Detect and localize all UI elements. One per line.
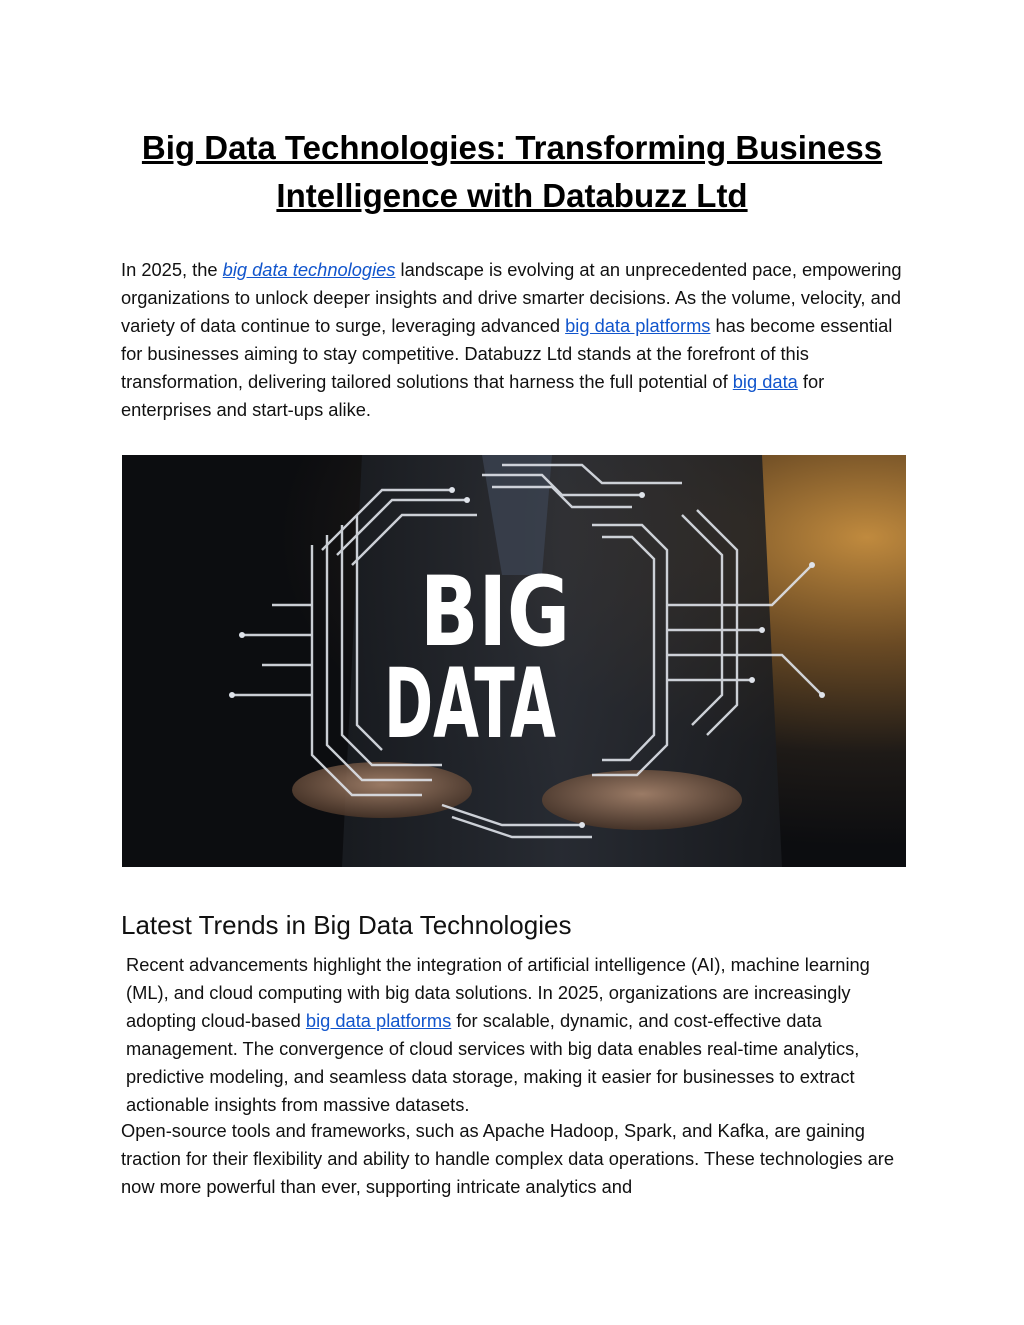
intro-text-4: for enterprises and start-ups alike.: [121, 371, 825, 420]
title-line-2: Intelligence with Databuzz Ltd: [276, 177, 748, 214]
trends-text-2: for scalable, dynamic, and cost-effective data management. The convergence of cloud services with big data enables real-time analytics, predictive modeling, and seamless data storage, making it easier for businesses to extract actionable insights from massive datasets.: [126, 1010, 860, 1115]
left-hand-shape: [292, 762, 472, 818]
big-data-link[interactable]: big data: [732, 371, 798, 392]
hero-illustration: [122, 455, 906, 867]
big-data-platforms-link-2[interactable]: big data platforms: [305, 1010, 452, 1031]
intro-text-1: In 2025, the: [121, 259, 223, 280]
big-data-platforms-link[interactable]: big data platforms: [565, 315, 711, 336]
right-hand-shape: [542, 770, 742, 830]
intro-text-2: landscape is evolving at an unprecedented pace, empowering organizations to unlock deeper insights and drive smarter decisions. As the volume, velocity, and variety of data continue to surge, leveraging advanced: [121, 259, 902, 336]
intro-paragraph: [121, 256, 911, 424]
hero-text-data: DATA: [384, 648, 556, 760]
trends-paragraph-1: [126, 951, 906, 1119]
hero-text-big: BIG: [420, 556, 570, 668]
title-line-1: Big Data Technologies: Transforming Business: [141, 129, 883, 166]
trends-text-1: Recent advancements highlight the integration of artificial intelligence (AI), machine learning (ML), and cloud computing with big data solutions. In 2025, organizations are increasingly adopting cloud-based: [126, 954, 870, 1031]
section-heading: Latest Trends in Big Data Technologies: [121, 910, 572, 940]
page-title: [90, 124, 934, 220]
intro-text-3: has become essential for businesses aiming to stay competitive. Databuzz Ltd stands at the forefront of this transformation, delivering tailored solutions that harness the full potential of: [121, 315, 893, 392]
big-data-technologies-link[interactable]: big data technologies: [222, 259, 396, 280]
big-data-hero-image: [122, 455, 906, 867]
trends-paragraph-2: Open-source tools and frameworks, such as Apache Hadoop, Spark, and Kafka, are gaining traction for their flexibility and ability to handle complex data operations. These technologies are now more powerful than ever, supporting intricate analytics and: [121, 1120, 894, 1197]
